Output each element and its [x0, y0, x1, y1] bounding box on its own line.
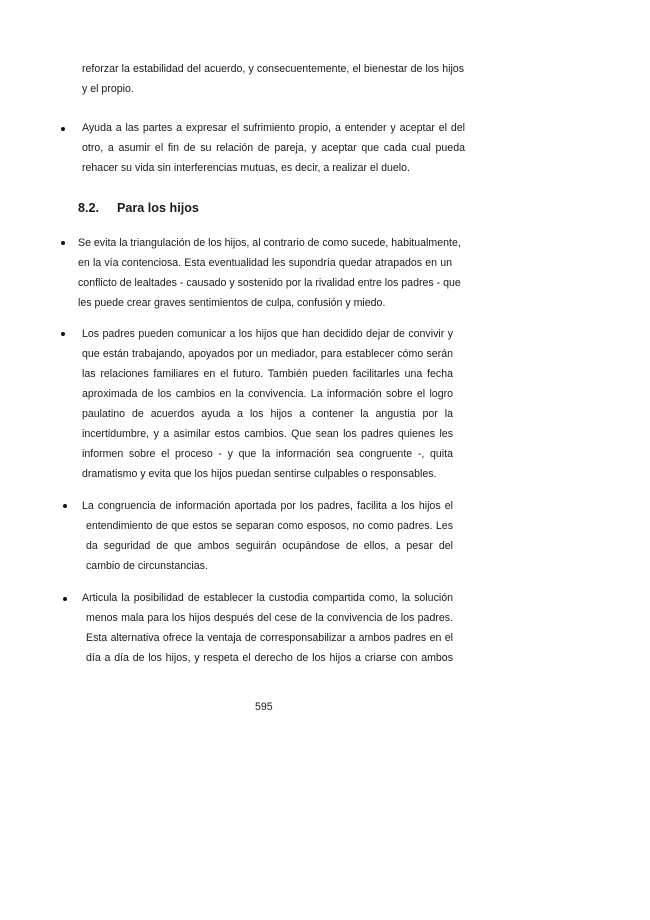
- paragraph-line: La congruencia de información aportada por los padres, facilita a los hijos el: [82, 500, 453, 512]
- paragraph-line: en la vía contenciosa. Esta eventualidad les supondría quedar atrapados en un: [78, 257, 452, 269]
- paragraph-line: que están trabajando, apoyados por un mediador, para establecer cómo serán: [82, 348, 453, 360]
- paragraph-line: incertidumbre, y a asimilar estos cambios. Que sean los padres quienes les: [82, 428, 453, 440]
- bullet-icon: [61, 332, 65, 336]
- page-number: 595: [255, 701, 273, 713]
- paragraph-line: entendimiento de que estos se separan como esposos, no como padres. Les: [86, 520, 453, 532]
- paragraph-line: Se evita la triangulación de los hijos, al contrario de como sucede, habitualmente,: [78, 237, 461, 249]
- bullet-icon: [61, 127, 65, 131]
- bullet-icon: [61, 241, 65, 245]
- section-title: Para los hijos: [117, 201, 199, 215]
- paragraph-line: aproximada de los cambios en la convivencia. La información sobre el logro: [82, 388, 453, 400]
- bullet-icon: [63, 597, 67, 601]
- paragraph-line: Los padres pueden comunicar a los hijos que han decidido dejar de convivir y: [82, 328, 453, 340]
- paragraph-line: día a día de los hijos, y respeta el derecho de los hijos a criarse con ambos: [86, 652, 453, 664]
- paragraph-line: les puede crear graves sentimientos de culpa, confusión y miedo.: [78, 297, 386, 309]
- paragraph-line: Articula la posibilidad de establecer la custodia compartida como, la solución: [82, 592, 453, 604]
- paragraph-line: informen sobre el proceso - y que la información sea congruente -, quita: [82, 448, 453, 460]
- paragraph-line: da seguridad de que ambos seguirán ocupándose de ellos, a pesar del: [86, 540, 453, 552]
- paragraph-line: paulatino de acuerdos ayuda a los hijos a contener la angustia por la: [82, 408, 453, 420]
- paragraph-line: dramatismo y evita que los hijos puedan sentirse culpables o responsables.: [82, 468, 437, 480]
- paragraph-line: rehacer su vida sin interferencias mutuas, es decir, a realizar el duelo.: [82, 162, 410, 174]
- paragraph-line: Ayuda a las partes a expresar el sufrimiento propio, a entender y aceptar el del: [82, 122, 465, 134]
- paragraph-line: conflicto de lealtades - causado y sostenido por la rivalidad entre los padres - que: [78, 277, 461, 289]
- bullet-icon: [63, 504, 67, 508]
- paragraph-line: Esta alternativa ofrece la ventaja de corresponsabilizar a ambos padres en el: [86, 632, 453, 644]
- paragraph-line: menos mala para los hijos después del cese de la convivencia de los padres.: [86, 612, 453, 624]
- paragraph-line: y el propio.: [82, 83, 134, 95]
- paragraph-line: reforzar la estabilidad del acuerdo, y consecuentemente, el bienestar de los hijos: [82, 63, 464, 75]
- paragraph-line: las relaciones familiares en el futuro. También pueden facilitarles una fecha: [82, 368, 453, 380]
- paragraph-line: cambio de circunstancias.: [86, 560, 208, 572]
- paragraph-line: otro, a asumir el fin de su relación de pareja, y aceptar que cada cual pueda: [82, 142, 465, 154]
- section-number: 8.2.: [78, 201, 100, 215]
